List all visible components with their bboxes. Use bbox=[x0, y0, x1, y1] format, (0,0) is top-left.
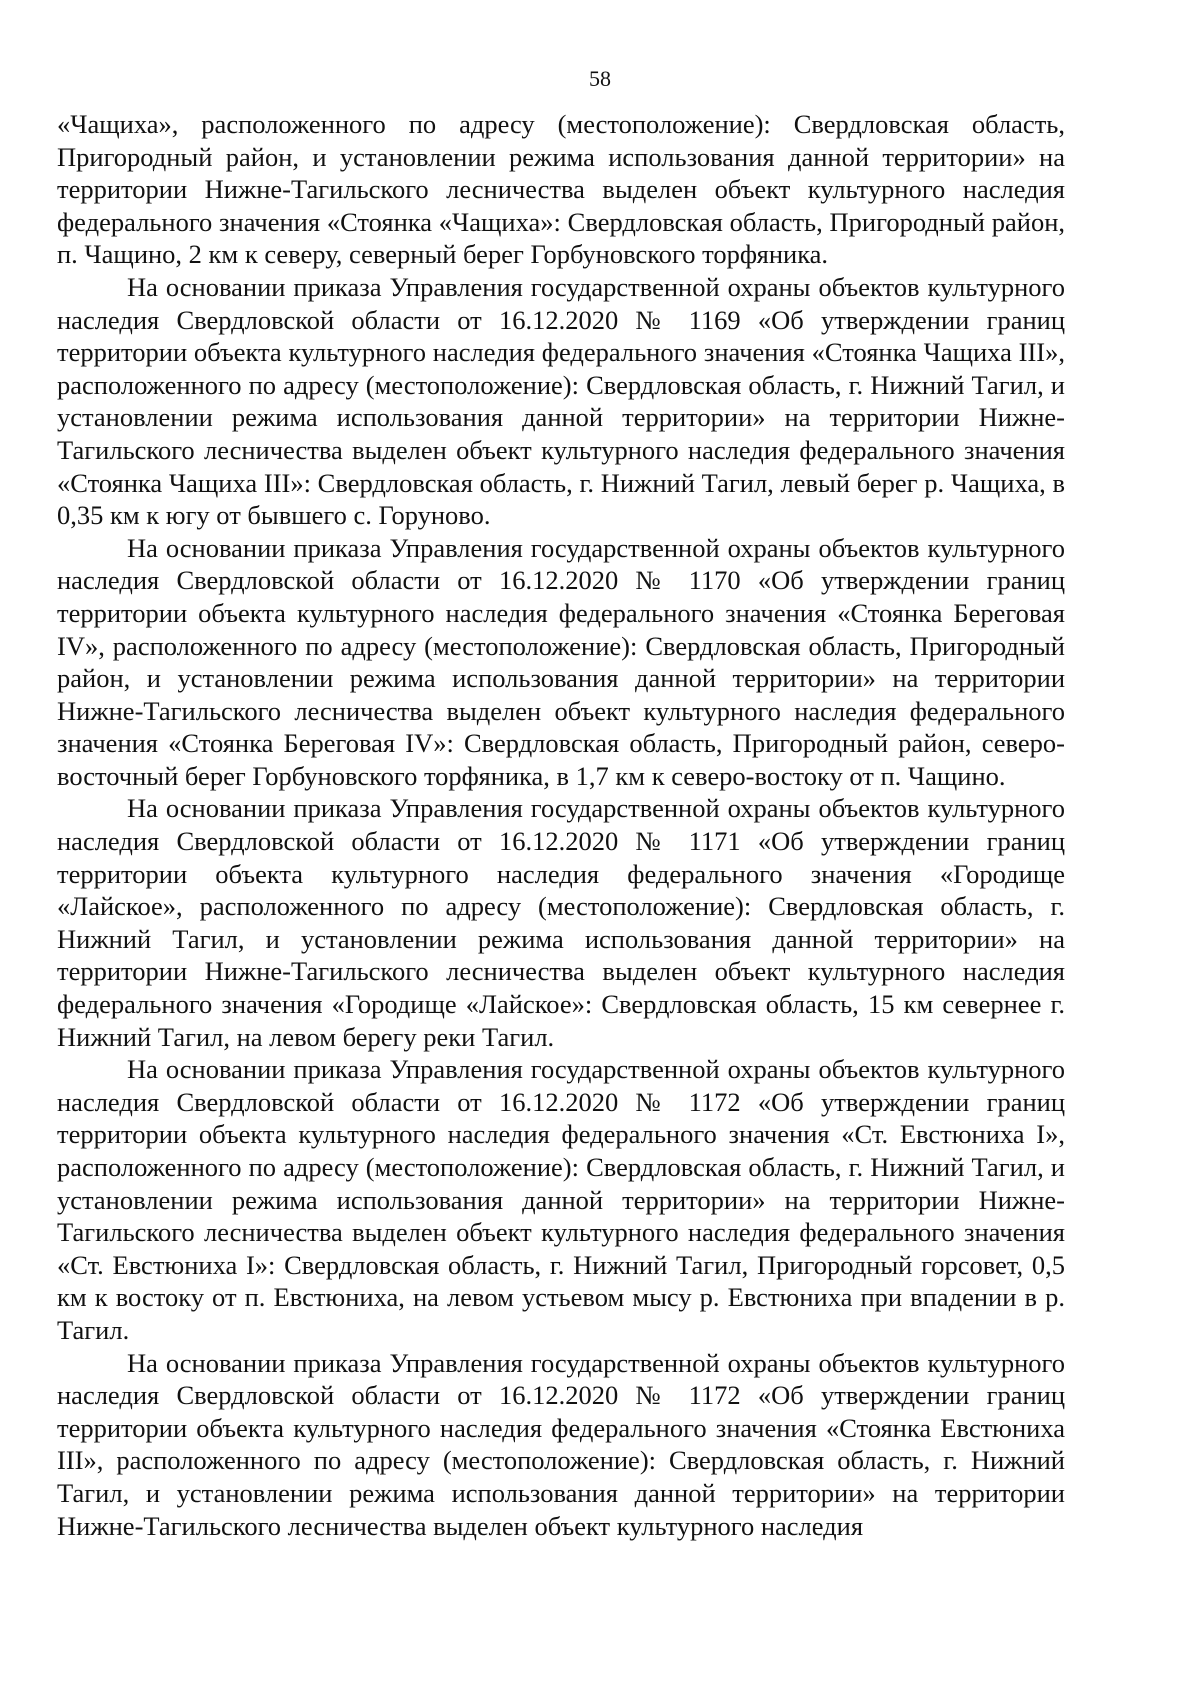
page-number: 58 bbox=[589, 66, 611, 91]
paragraph-6: На основании приказа Управления государственной охраны объектов культурного наследия Свердловской области от 16.12.2020 № 1172 «Об утверждении границ территории объекта культурного наследия федерального значения «Стоянка Евстюниха III», расположенного по адресу (местоположение): Свердловская область, г. Нижний Тагил, и установлении режима использования данной территории» на территории Нижне-Тагильского лесничества выделен объект культурного наследия bbox=[57, 1347, 1065, 1541]
paragraph-2: На основании приказа Управления государственной охраны объектов культурного наследия Свердловской области от 16.12.2020 № 1169 «Об утверждении границ территории объекта культурного наследия федерального значения «Стоянка Чащиха III», расположенного по адресу (местоположение): Свердловская область, г. Нижний Тагил, и установлении режима использования данной территории» на территории Нижне-Тагильского лесничества выделен объект культурного наследия федерального значения «Стоянка Чащиха III»: Свердловская область, г. Нижний Тагил, левый берег р. Чащиха, в 0,35 км к югу от бывшего с. Горуново. bbox=[57, 271, 1065, 531]
paragraph-1: «Чащиха», расположенного по адресу (местоположение): Свердловская область, Пригородный район, и установлении режима использования данной территории» на территории Нижне-Тагильского лесничества выделен объект культурного наследия федерального значения «Стоянка «Чащиха»: Свердловская область, Пригородный район, п. Чащино, 2 км к северу, северный берег Горбуновского торфяника. bbox=[57, 109, 1065, 270]
paragraph-3: На основании приказа Управления государственной охраны объектов культурного наследия Свердловской области от 16.12.2020 № 1170 «Об утверждении границ территории объекта культурного наследия федерального значения «Стоянка Береговая IV», расположенного по адресу (местоположение): Свердловская область, Пригородный район, и установлении режима использования данной территории» на территории Нижне-Тагильского лесничества выделен объект культурного наследия федерального значения «Стоянка Береговая IV»: Свердловская область, Пригородный район, северо-восточный берег Горбуновского торфяника, в 1,7 км к северо-востоку от п. Чащино. bbox=[57, 532, 1065, 791]
document-body bbox=[57, 108, 1065, 1542]
paragraph-5: На основании приказа Управления государственной охраны объектов культурного наследия Свердловской области от 16.12.2020 № 1172 «Об утверждении границ территории объекта культурного наследия федерального значения «Ст. Евстюниха I», расположенного по адресу (местоположение): Свердловская область, г. Нижний Тагил, и установлении режима использования данной территории» на территории Нижне-Тагильского лесничества выделен объект культурного наследия федерального значения «Ст. Евстюниха I»: Свердловская область, г. Нижний Тагил, Пригородный горсовет, 0,5 км к востоку от п. Евстюниха, на левом устьевом мысу р. Евстюниха при впадении в р. Тагил. bbox=[57, 1054, 1065, 1345]
paragraph-4: На основании приказа Управления государственной охраны объектов культурного наследия Свердловской области от 16.12.2020 № 1171 «Об утверждении границ территории объекта культурного наследия федерального значения «Городище «Лайское», расположенного по адресу (местоположение): Свердловская область, г. Нижний Тагил, и установлении режима использования данной территории» на территории Нижне-Тагильского лесничества выделен объект культурного наследия федерального значения «Городище «Лайское»: Свердловская область, 15 км севернее г. Нижний Тагил, на левом берегу реки Тагил. bbox=[57, 793, 1065, 1052]
